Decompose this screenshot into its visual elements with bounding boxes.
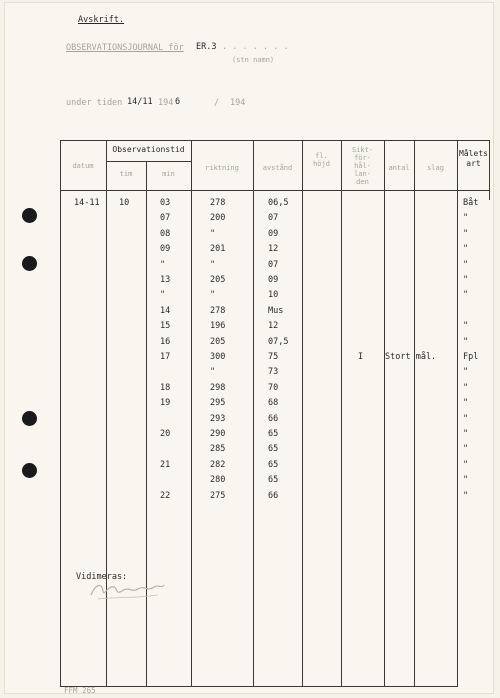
cell-min: 03 (160, 198, 171, 208)
cell-art: " (463, 398, 469, 409)
cell-min: 19 (160, 398, 171, 409)
period-label: under tiden (66, 98, 123, 108)
cell-avstand: 07 (268, 213, 279, 224)
cell-avstand: 73 (268, 367, 279, 378)
cell-art: " (463, 475, 469, 486)
cell-avstand: 65 (268, 444, 279, 455)
cell-riktning: 205 (210, 336, 226, 347)
cell-riktning: 196 (210, 321, 226, 332)
cell-min: 14 (160, 305, 171, 316)
cell-datum: 14-11 (74, 198, 100, 208)
cell-riktning: " (210, 259, 216, 270)
cell-riktning: 278 (210, 305, 226, 316)
header-tim: tim (119, 170, 133, 178)
cell-art: " (463, 228, 469, 239)
cell-min: 22 (160, 490, 171, 501)
punch-hole (22, 208, 37, 223)
cell-art: " (463, 275, 469, 285)
cell-antal: Stort mål. (385, 352, 437, 362)
cell-art: " (463, 429, 469, 439)
header-sikt (341, 146, 384, 186)
cell-art: Båt (463, 198, 479, 208)
cell-min: 13 (160, 275, 171, 285)
cell-art: " (463, 213, 469, 224)
cell-avstand: 07 (268, 259, 279, 270)
cell-min: 08 (160, 228, 171, 239)
cell-art: " (463, 290, 469, 301)
cell-avstand: 66 (268, 490, 279, 501)
header-malets-art-line: Målets (459, 149, 488, 158)
cell-art: " (463, 444, 469, 455)
form-number: FFM 265 (64, 686, 96, 695)
header-slag: slag (427, 164, 444, 172)
header-sikt-line: för- (354, 154, 371, 162)
cell-art: " (463, 244, 469, 255)
punch-hole (22, 463, 37, 478)
header-avstand: avstånd (262, 164, 293, 172)
header-riktning: riktning (205, 164, 239, 172)
header-hojd (302, 152, 341, 168)
cell-avstand: 10 (268, 290, 279, 301)
cell-min: 17 (160, 352, 171, 362)
station-code: ER.3 (196, 42, 217, 52)
period-year: 194 (158, 98, 174, 108)
header-min: min (162, 170, 175, 178)
cell-riktning: 278 (210, 198, 226, 208)
cell-min: " (160, 259, 166, 270)
cell-avstand: 65 (268, 459, 279, 470)
header-antal: antal (388, 164, 410, 172)
cell-riktning: 290 (210, 429, 226, 439)
cell-min: 15 (160, 321, 171, 332)
cell-avstand: 06,5 (268, 198, 289, 208)
cell-art: " (463, 490, 469, 501)
cell-avstand: 68 (268, 398, 279, 409)
cell-art: " (463, 413, 469, 424)
cell-avstand: 12 (268, 321, 279, 332)
cell-riktning: " (210, 367, 216, 378)
cell-avstand: 75 (268, 352, 279, 362)
period-to-year: 194 (230, 98, 246, 108)
header-sikt-line: hål- (354, 162, 371, 170)
cell-avstand: 07,5 (268, 336, 289, 347)
cell-avstand: 65 (268, 429, 279, 439)
cell-riktning: 275 (210, 490, 226, 501)
cell-min: 09 (160, 244, 171, 255)
cell-avstand: 12 (268, 244, 279, 255)
form-line-label: OBSERVATIONSJOURNAL för (66, 43, 184, 53)
cell-art: " (463, 367, 469, 378)
cell-min: 18 (160, 382, 171, 393)
station-sub-label: (stn namn) (232, 56, 275, 64)
cell-riktning: 300 (210, 352, 226, 362)
period-year-digit: 6 (175, 97, 181, 107)
cell-riktning: 201 (210, 244, 226, 255)
cell-art: " (463, 382, 469, 393)
cell-art: " (463, 336, 469, 347)
handwritten-signature (88, 577, 166, 603)
period-to: / (214, 98, 220, 108)
cell-riktning: 293 (210, 413, 226, 424)
cell-riktning: 295 (210, 398, 226, 409)
cell-avstand: 09 (268, 275, 279, 285)
cell-tim: 10 (119, 198, 130, 208)
cell-avstand: 66 (268, 413, 279, 424)
header-datum: datum (72, 162, 94, 170)
cell-avstand: 70 (268, 382, 279, 393)
cell-avstand: Mus (268, 305, 284, 316)
cell-riktning: 282 (210, 459, 226, 470)
header-sikt-line: lan- (354, 170, 371, 178)
cell-riktning: " (210, 228, 216, 239)
punch-hole (22, 411, 37, 426)
cell-min: 21 (160, 459, 171, 470)
cell-riktning: 280 (210, 475, 226, 486)
cell-avstand: 65 (268, 475, 279, 486)
station-dots: . . . . . . . (222, 42, 289, 52)
header-hojd-line: höjd (313, 160, 330, 168)
document-title: Avskrift. (78, 15, 125, 25)
period-from: 14/11 (127, 97, 153, 107)
header-hojd-line: fl. (315, 152, 328, 160)
header-sikt-line: Sikt- (351, 146, 374, 154)
cell-art: " (463, 459, 469, 470)
cell-riktning: 205 (210, 275, 226, 285)
cell-sikt: I (358, 352, 364, 362)
verified-label: Vidimeras: (76, 572, 128, 582)
cell-art: " (463, 321, 469, 332)
header-sikt-line: den (356, 178, 369, 186)
cell-riktning: " (210, 290, 216, 301)
header-malets-art (457, 149, 490, 169)
cell-art: Fpl (463, 352, 479, 362)
cell-min: 20 (160, 429, 171, 439)
cell-riktning: 298 (210, 382, 226, 393)
cell-riktning: 200 (210, 213, 226, 224)
cell-min: 07 (160, 213, 171, 224)
cell-min: 16 (160, 336, 171, 347)
header-malets-art-line: art (466, 159, 481, 168)
cell-art: " (463, 259, 469, 270)
header-observation-time: Observationstid (112, 145, 185, 154)
cell-avstand: 09 (268, 228, 279, 239)
cell-min: " (160, 290, 166, 301)
cell-riktning: 285 (210, 444, 226, 455)
punch-hole (22, 256, 37, 271)
